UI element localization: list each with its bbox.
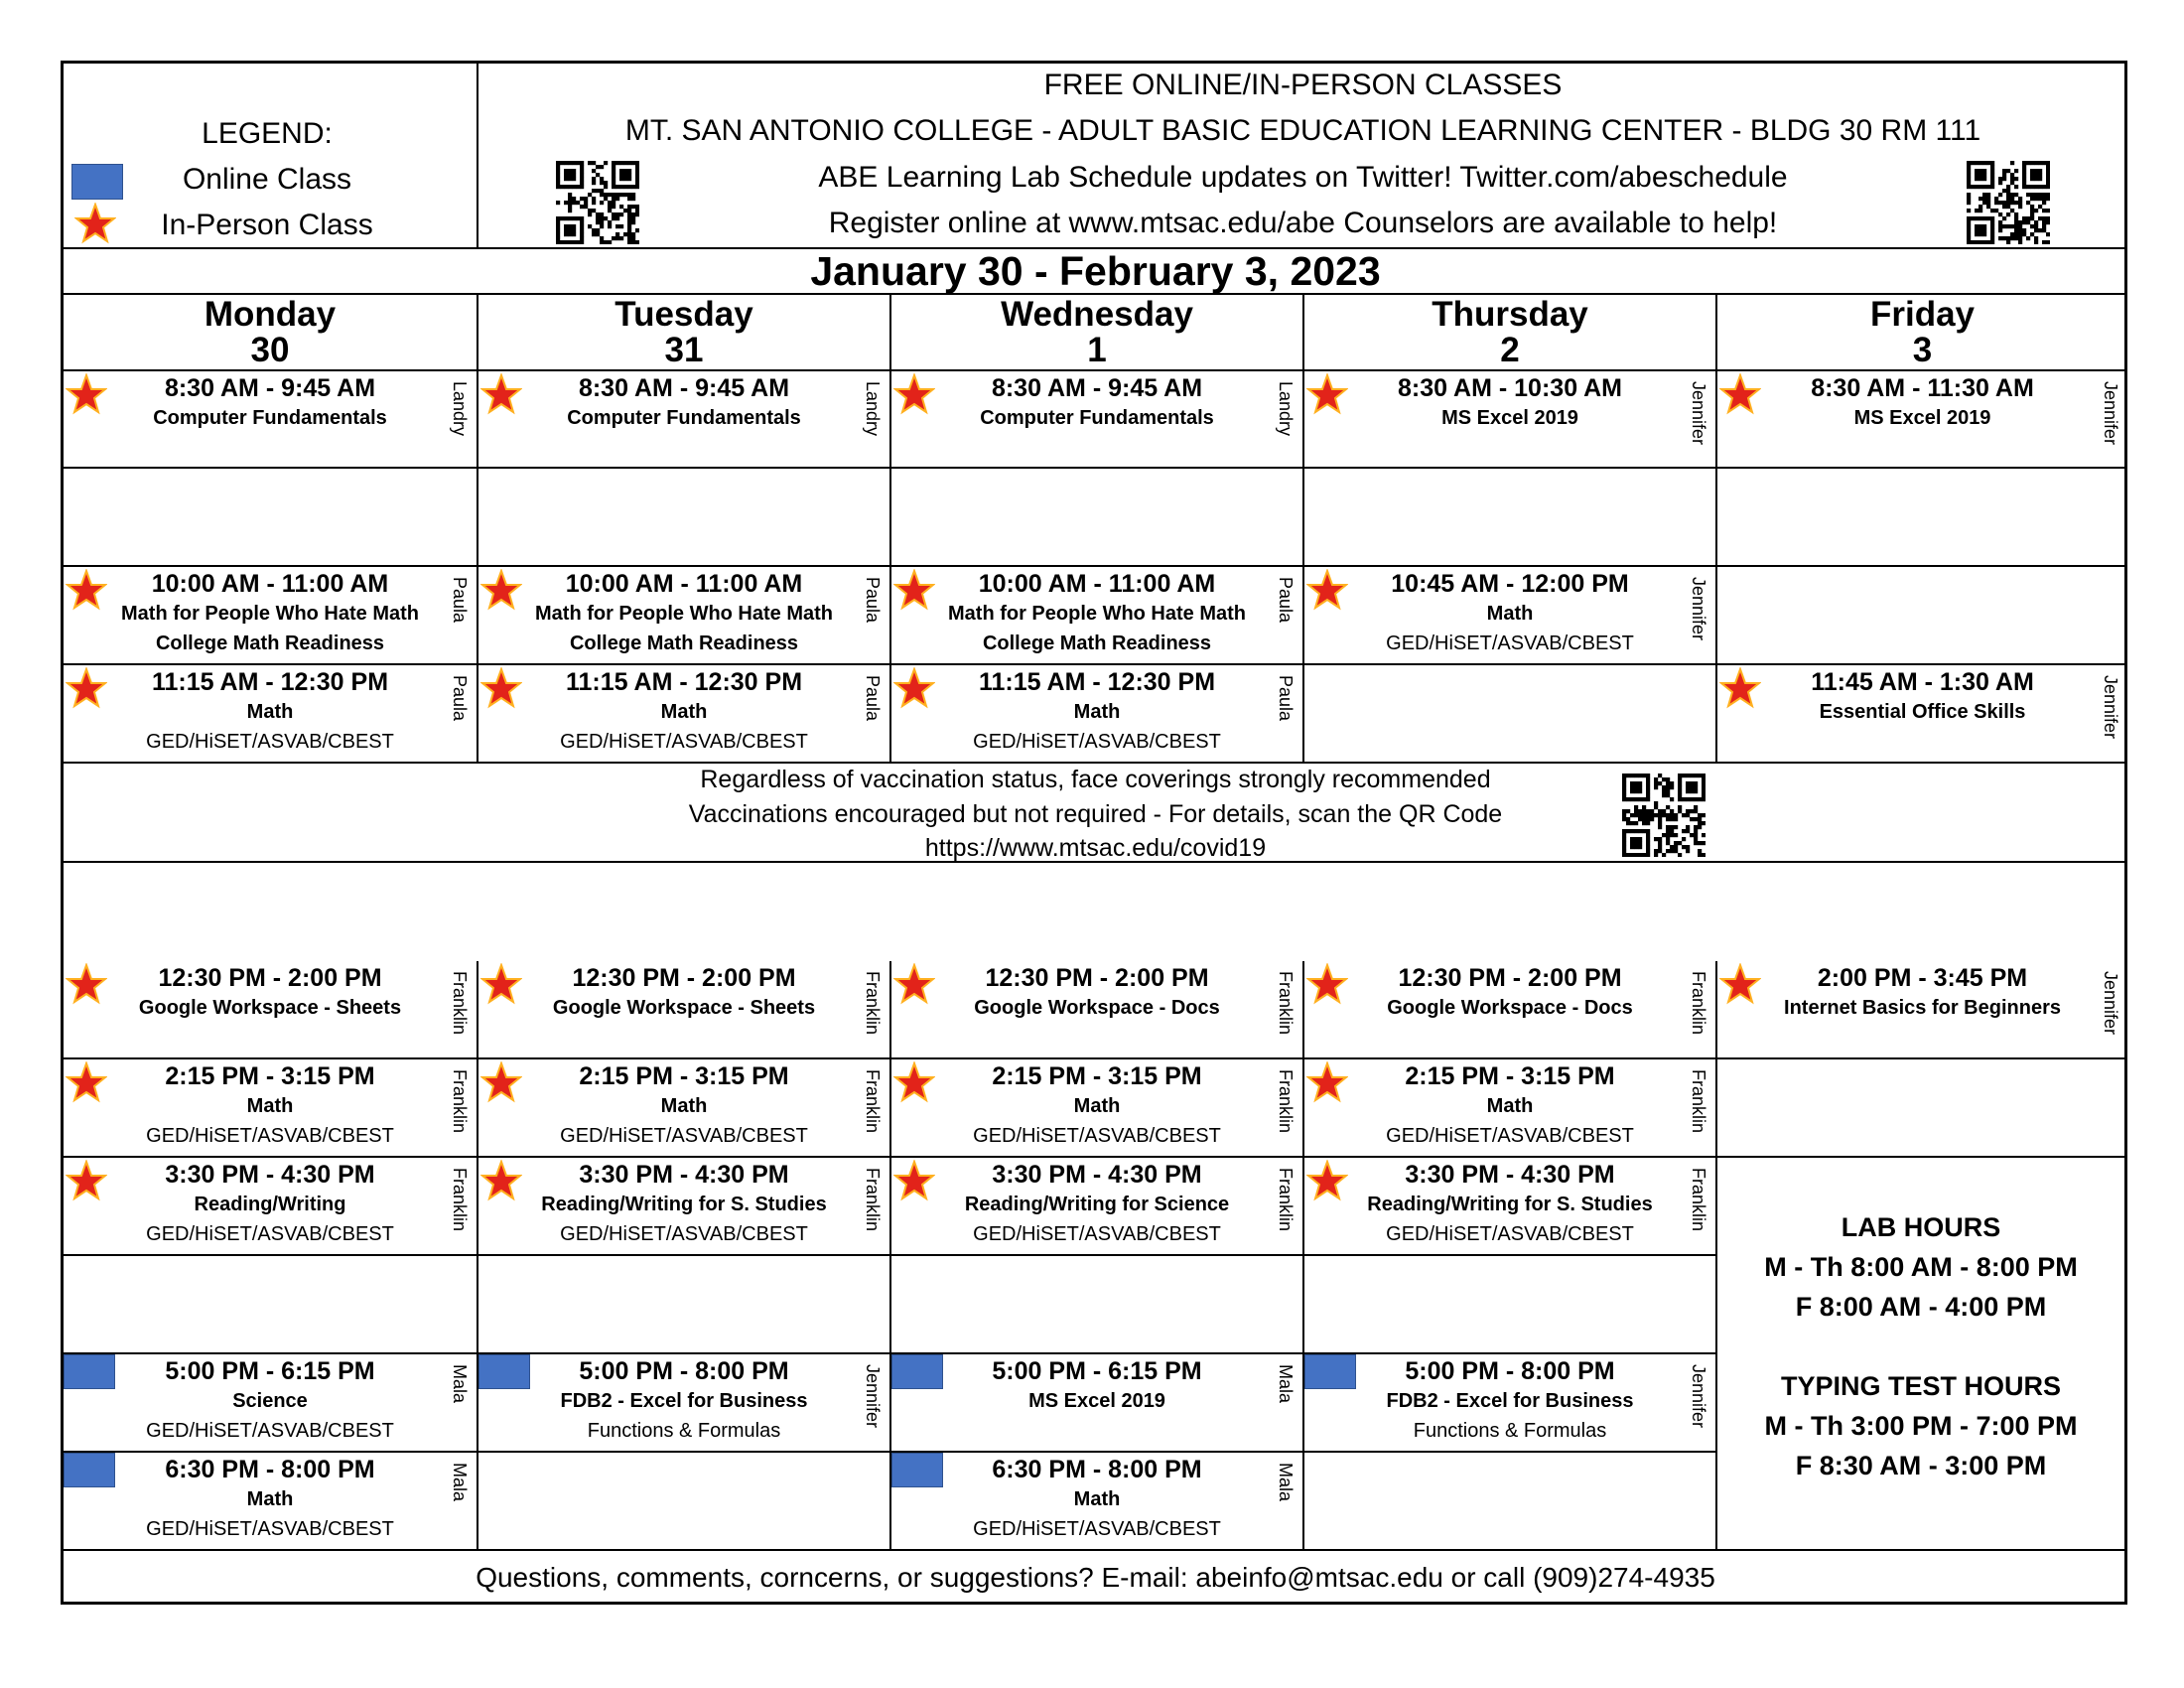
class-title: Math [246,1095,294,1117]
class-time: 10:00 AM - 11:00 AM [151,570,389,598]
online-square-icon [1304,1354,1356,1389]
star-icon [480,373,522,415]
empty-slot [1717,567,2127,665]
class-title: Math [246,701,294,723]
class-slot[interactable] [891,1354,1304,1453]
class-time: 8:30 AM - 9:45 AM [578,374,790,402]
class-title: Reading/Writing for S. Studies [541,1194,827,1215]
class-subtitle: Functions & Formulas [587,1420,781,1442]
empty-slot [1717,469,2127,567]
day-number: 1 [1087,331,1107,369]
day-number: 31 [664,331,704,369]
empty-slot [64,1256,478,1354]
instructor-name: Franklin [863,1069,883,1134]
day-name: Thursday [1432,295,1588,334]
class-title: Google Workspace - Sheets [138,997,402,1019]
class-title: Math [1486,603,1534,625]
instructor-name: Paula [450,577,470,624]
class-title: FDB2 - Excel for Business [1386,1390,1634,1412]
class-slot[interactable] [64,1453,478,1551]
star-icon [893,1160,935,1201]
online-square-icon [64,1354,115,1389]
class-title-2: College Math Readiness [569,633,799,654]
lab-hours-line-1: M - Th 8:00 AM - 8:00 PM [1764,1252,2078,1282]
class-title: Math for People Who Hate Math [948,603,1246,625]
class-title: Math [246,1488,294,1510]
star-icon [893,569,935,611]
star-icon [1306,373,1348,415]
class-time: 8:30 AM - 9:45 AM [991,374,1203,402]
day-number: 3 [1912,331,1933,369]
class-slot[interactable] [891,1453,1304,1551]
typing-test-title: TYPING TEST HOURS [1780,1371,2062,1401]
class-title: Math [660,701,708,723]
lab-hours [1714,1158,2127,1551]
class-title: Internet Basics for Beginners [1784,997,2061,1019]
class-time: 8:30 AM - 10:30 AM [1398,374,1622,402]
empty-slot [1304,469,1717,567]
header-line-1: FREE ONLINE/IN-PERSON CLASSES [1043,69,1563,101]
class-title: Reading/Writing [194,1194,346,1215]
class-slot[interactable] [1304,1158,1717,1256]
class-subtitle: GED/HiSET/ASVAB/CBEST [146,731,394,753]
class-slot[interactable] [1304,371,1717,469]
class-title: Google Workspace - Sheets [552,997,816,1019]
class-slot[interactable] [1717,961,2127,1059]
star-icon [893,1061,935,1103]
instructor-name: Franklin [1689,1069,1708,1134]
class-slot[interactable] [891,1059,1304,1158]
instructor-name: Mala [1276,1463,1296,1502]
online-square-icon [891,1453,943,1487]
class-slot[interactable] [64,567,478,665]
class-time: 11:15 AM - 12:30 PM [151,668,389,696]
class-time: 10:00 AM - 11:00 AM [978,570,1216,598]
star-icon [480,963,522,1005]
online-square-icon [64,1453,115,1487]
instructor-name: Franklin [863,971,883,1036]
star-icon [480,1160,522,1201]
class-time: 5:00 PM - 6:15 PM [165,1357,375,1385]
instructor-name: Franklin [863,1168,883,1232]
instructor-name: Mala [450,1364,470,1404]
instructor-name: Jennifer [1689,381,1708,446]
class-time: 3:30 PM - 4:30 PM [1405,1161,1615,1189]
qr-code-icon [1967,161,2050,249]
empty-slot [891,1256,1304,1354]
star-icon [480,569,522,611]
instructor-name: Jennifer [2101,971,2120,1036]
class-title: Math [1073,701,1121,723]
typing-test-line-1: M - Th 3:00 PM - 7:00 PM [1764,1411,2078,1441]
class-subtitle: GED/HiSET/ASVAB/CBEST [1386,1223,1634,1245]
footer [64,1551,2127,1605]
class-time: 2:15 PM - 3:15 PM [165,1062,375,1090]
class-time: 11:15 AM - 12:30 PM [565,668,803,696]
class-subtitle: GED/HiSET/ASVAB/CBEST [973,731,1221,753]
star-icon [480,1061,522,1103]
lab-hours-title: LAB HOURS [1841,1212,2001,1242]
day-header-friday [1717,295,2127,371]
class-time: 2:15 PM - 3:15 PM [992,1062,1202,1090]
star-icon [66,373,107,415]
class-subtitle: GED/HiSET/ASVAB/CBEST [560,1125,808,1147]
class-slot[interactable] [64,371,478,469]
instructor-name: Landry [450,381,470,437]
class-subtitle: GED/HiSET/ASVAB/CBEST [973,1125,1221,1147]
day-number: 30 [250,331,290,369]
star-icon [1719,667,1761,709]
class-slot[interactable] [891,961,1304,1059]
empty-slot [891,469,1304,567]
online-square-icon [478,1354,530,1389]
class-slot[interactable] [1717,665,2127,764]
star-icon [893,963,935,1005]
class-title: Math [1073,1488,1121,1510]
class-slot[interactable] [478,1158,891,1256]
class-time: 5:00 PM - 6:15 PM [992,1357,1202,1385]
legend [64,64,478,249]
class-time: 12:30 PM - 2:00 PM [572,964,796,992]
class-slot[interactable] [1304,1354,1717,1453]
class-slot[interactable] [478,665,891,764]
class-slot[interactable] [64,1059,478,1158]
day-header-wednesday [891,295,1304,371]
day-header-tuesday [478,295,891,371]
class-time: 10:45 AM - 12:00 PM [1391,570,1629,598]
instructor-name: Franklin [1276,1168,1296,1232]
qr-code-icon [556,161,639,249]
notice-line-2: Vaccinations encouraged but not required - For details, scan the QR Code [688,800,1503,828]
class-time: 12:30 PM - 2:00 PM [1398,964,1622,992]
class-title: Reading/Writing for S. Studies [1367,1194,1653,1215]
class-slot[interactable] [64,1158,478,1256]
class-time: 11:15 AM - 12:30 PM [978,668,1216,696]
star-icon [893,373,935,415]
empty-slot [1717,1059,2127,1158]
class-title: MS Excel 2019 [1441,407,1578,429]
online-square-icon [891,1354,943,1389]
day-name: Tuesday [614,295,753,334]
notice-link[interactable]: https://www.mtsac.edu/covid19 [924,834,1267,862]
class-title: Reading/Writing for Science [964,1194,1230,1215]
qr-code-icon [1622,774,1706,862]
star-icon [893,667,935,709]
instructor-name: Jennifer [2101,381,2120,446]
class-slot[interactable] [1717,371,2127,469]
class-time: 12:30 PM - 2:00 PM [985,964,1209,992]
class-slot[interactable] [64,1354,478,1453]
instructor-name: Landry [863,381,883,437]
star-icon [1306,1061,1348,1103]
class-slot[interactable] [478,961,891,1059]
class-slot[interactable] [891,1158,1304,1256]
day-number: 2 [1500,331,1520,369]
empty-slot [478,469,891,567]
class-slot[interactable] [478,1354,891,1453]
instructor-name: Franklin [1276,971,1296,1036]
legend-title: LEGEND: [202,117,333,150]
class-slot[interactable] [1304,567,1717,665]
class-slot[interactable] [891,665,1304,764]
header-line-3: ABE Learning Lab Schedule updates on Twitter! Twitter.com/abeschedule [818,161,1788,194]
star-icon [1719,963,1761,1005]
star-icon [66,1061,107,1103]
star-icon [1719,373,1761,415]
date-range-title: January 30 - February 3, 2023 [64,249,2127,295]
instructor-name: Franklin [450,971,470,1036]
instructor-name: Jennifer [1689,1364,1708,1429]
class-slot[interactable] [478,1059,891,1158]
class-subtitle: GED/HiSET/ASVAB/CBEST [560,1223,808,1245]
day-name: Monday [204,295,337,334]
legend-online-label: Online Class [182,163,352,196]
instructor-name: Jennifer [1689,577,1708,641]
header-line-4: Register online at www.mtsac.edu/abe Counselors are available to help! [828,207,1778,239]
class-time: 3:30 PM - 4:30 PM [165,1161,375,1189]
instructor-name: Franklin [450,1168,470,1232]
instructor-name: Mala [1276,1364,1296,1404]
instructor-name: Jennifer [863,1364,883,1429]
class-time: 11:45 AM - 1:30 AM [1811,668,2034,696]
class-subtitle: GED/HiSET/ASVAB/CBEST [560,731,808,753]
star-icon [480,667,522,709]
instructor-name: Paula [863,577,883,624]
class-title: Math for People Who Hate Math [535,603,833,625]
class-subtitle: GED/HiSET/ASVAB/CBEST [973,1518,1221,1540]
day-name: Wednesday [1001,295,1193,334]
class-time: 12:30 PM - 2:00 PM [158,964,382,992]
legend-inperson-label: In-Person Class [161,209,373,241]
class-slot[interactable] [478,371,891,469]
class-slot[interactable] [64,961,478,1059]
class-time: 8:30 AM - 11:30 AM [1811,374,2034,402]
class-title: Math [660,1095,708,1117]
lab-hours-line-2: F 8:00 AM - 4:00 PM [1795,1292,2047,1322]
empty-slot [64,469,478,567]
class-time: 8:30 AM - 9:45 AM [164,374,376,402]
instructor-name: Franklin [1689,1168,1708,1232]
class-title: Essential Office Skills [1819,701,2026,723]
instructor-name: Paula [450,675,470,722]
class-slot[interactable] [891,567,1304,665]
class-time: 5:00 PM - 8:00 PM [579,1357,789,1385]
class-subtitle: GED/HiSET/ASVAB/CBEST [146,1125,394,1147]
class-title: Google Workspace - Docs [974,997,1220,1019]
class-subtitle: GED/HiSET/ASVAB/CBEST [973,1223,1221,1245]
class-title: Math [1486,1095,1534,1117]
class-slot[interactable] [478,567,891,665]
schedule-sheet [61,61,2127,1605]
class-subtitle: GED/HiSET/ASVAB/CBEST [1386,1125,1634,1147]
class-slot[interactable] [64,665,478,764]
class-title: FDB2 - Excel for Business [560,1390,808,1412]
class-time: 10:00 AM - 11:00 AM [565,570,803,598]
class-title: Google Workspace - Docs [1387,997,1633,1019]
star-icon [66,569,107,611]
class-time: 5:00 PM - 8:00 PM [1405,1357,1615,1385]
empty-slot [478,1256,891,1354]
empty-slot [1304,665,1717,764]
instructor-name: Mala [450,1463,470,1502]
star-icon [1306,963,1348,1005]
star-icon [66,963,107,1005]
class-time: 3:30 PM - 4:30 PM [992,1161,1202,1189]
header-block [478,64,2127,249]
covid-notice [64,764,2127,863]
class-subtitle: GED/HiSET/ASVAB/CBEST [146,1420,394,1442]
class-time: 2:15 PM - 3:15 PM [1405,1062,1615,1090]
star-icon [66,1160,107,1201]
class-title: Math for People Who Hate Math [121,603,419,625]
class-title: Science [232,1390,308,1412]
instructor-name: Franklin [1689,971,1708,1036]
class-time: 6:30 PM - 8:00 PM [165,1456,375,1483]
empty-slot [1304,1453,1717,1551]
class-title: MS Excel 2019 [1028,1390,1165,1412]
header-line-2: MT. SAN ANTONIO COLLEGE - ADULT BASIC EDUCATION LEARNING CENTER - BLDG 30 RM 111 [624,114,1981,147]
class-title: Computer Fundamentals [980,407,1214,429]
instructor-name: Jennifer [2101,675,2120,740]
star-icon [1306,1160,1348,1201]
class-title: Math [1073,1095,1121,1117]
empty-slot [478,1453,891,1551]
instructor-name: Paula [1276,675,1296,722]
star-icon [66,667,107,709]
footer-contact[interactable]: Questions, comments, corncerns, or suggestions? E-mail: abeinfo@mtsac.edu or call (909)274-4935 [476,1562,1715,1593]
class-time: 2:15 PM - 3:15 PM [579,1062,789,1090]
class-title-2: College Math Readiness [982,633,1212,654]
class-subtitle: GED/HiSET/ASVAB/CBEST [1386,633,1634,654]
class-slot[interactable] [891,371,1304,469]
class-time: 2:00 PM - 3:45 PM [1817,964,2028,992]
empty-slot [1304,1256,1717,1354]
class-time: 6:30 PM - 8:00 PM [992,1456,1202,1483]
day-header-thursday [1304,295,1717,371]
instructor-name: Landry [1276,381,1296,437]
class-subtitle: GED/HiSET/ASVAB/CBEST [146,1223,394,1245]
star-icon [1306,569,1348,611]
class-title: MS Excel 2019 [1853,407,1991,429]
class-subtitle: Functions & Formulas [1413,1420,1607,1442]
day-name: Friday [1869,295,1976,334]
class-title: Computer Fundamentals [153,407,387,429]
class-time: 3:30 PM - 4:30 PM [579,1161,789,1189]
day-header-monday [64,295,478,371]
class-subtitle: GED/HiSET/ASVAB/CBEST [146,1518,394,1540]
instructor-name: Franklin [1276,1069,1296,1134]
class-title-2: College Math Readiness [155,633,385,654]
class-slot[interactable] [1304,961,1717,1059]
instructor-name: Franklin [450,1069,470,1134]
instructor-name: Paula [1276,577,1296,624]
class-title: Computer Fundamentals [567,407,801,429]
typing-test-line-2: F 8:30 AM - 3:00 PM [1795,1451,2047,1480]
notice-line-1: Regardless of vaccination status, face coverings strongly recommended [700,766,1491,793]
instructor-name: Paula [863,675,883,722]
class-slot[interactable] [1304,1059,1717,1158]
